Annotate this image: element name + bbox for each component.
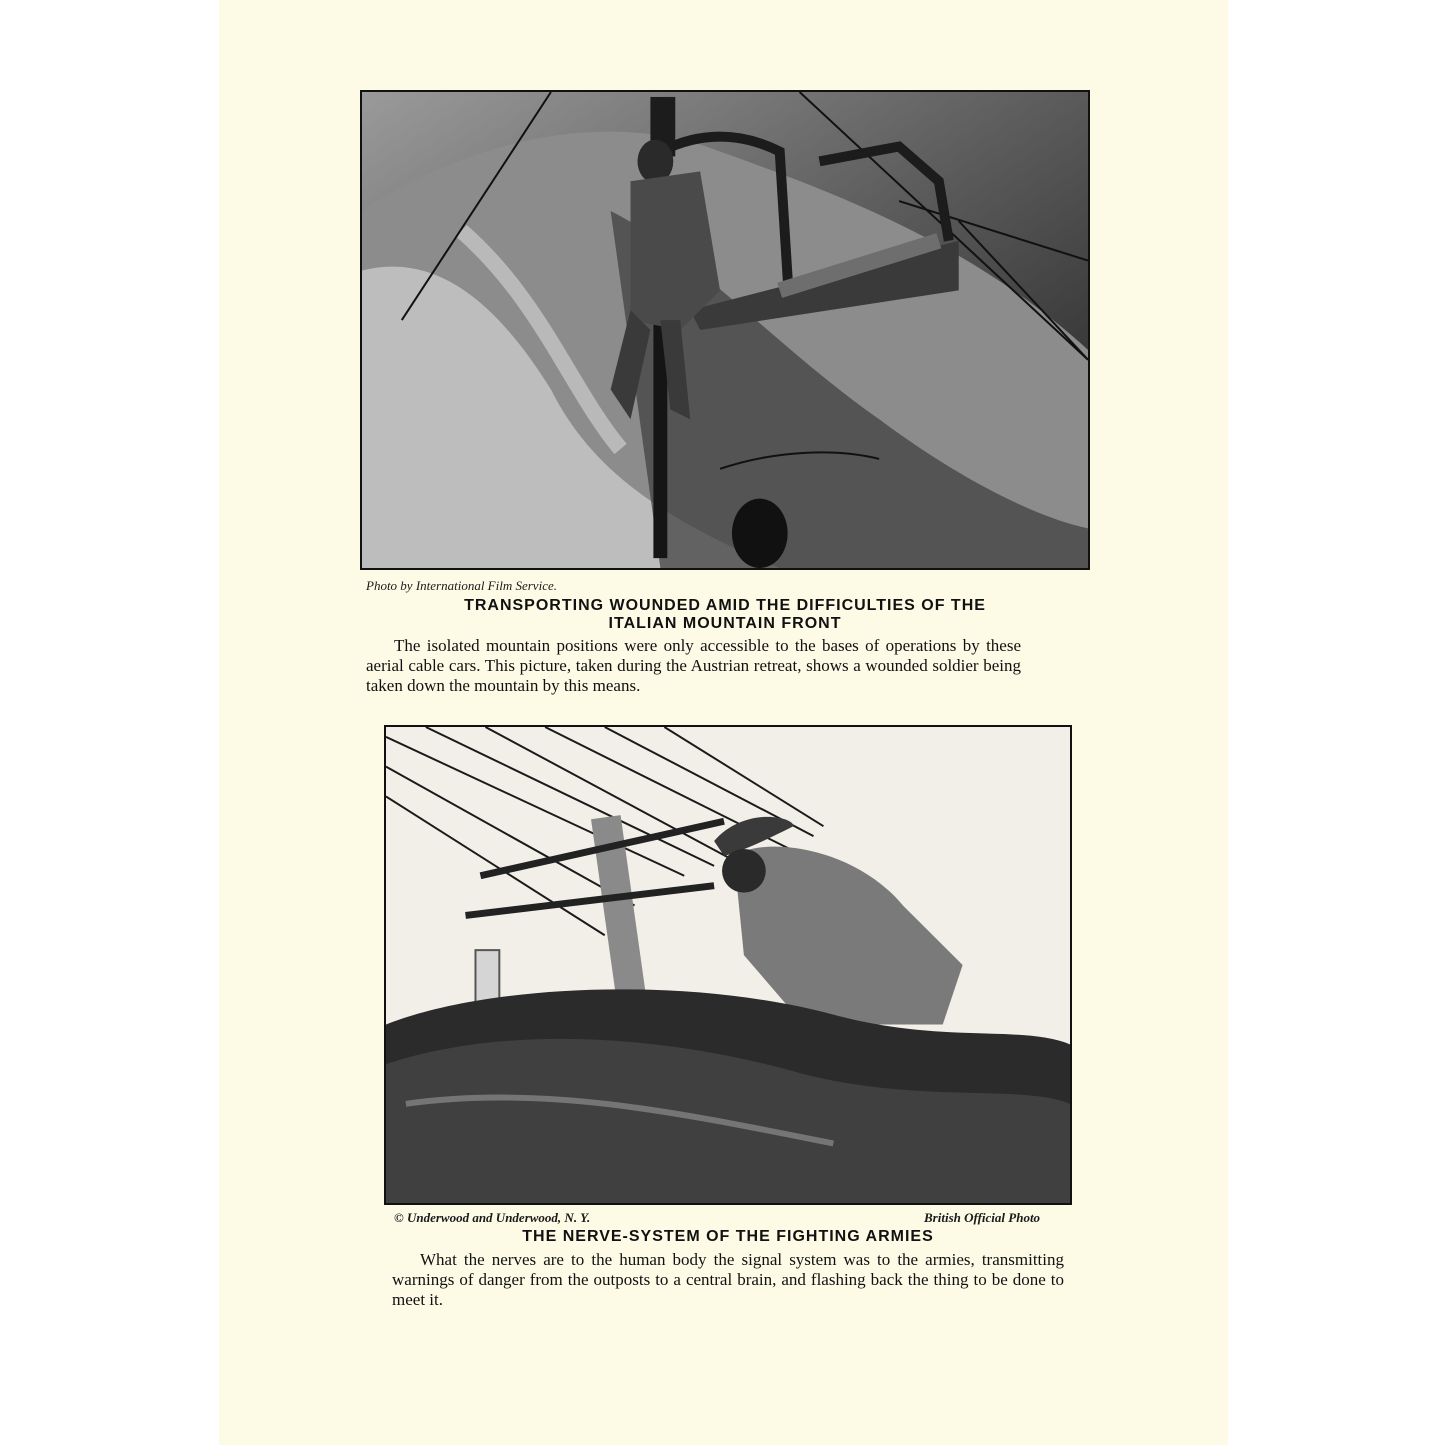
top-headline-line-2: ITALIAN MOUNTAIN FRONT — [608, 615, 842, 632]
top-headline — [340, 597, 1110, 633]
top-headline-line-1: TRANSPORTING WOUNDED AMID THE DIFFICULTIES OF THE — [464, 597, 986, 614]
bottom-headline: THE NERVE-SYSTEM OF THE FIGHTING ARMIES — [522, 1228, 934, 1245]
bottom-caption — [392, 1250, 1064, 1310]
top-photo-credit: Photo by International Film Service. — [366, 578, 557, 593]
bottom-photo-credit-left: © Underwood and Underwood, N. Y. — [394, 1210, 591, 1225]
cable-car-photo — [360, 90, 1090, 570]
top-caption — [366, 636, 1021, 696]
bottom-caption-text: What the nerves are to the human body the signal system was to the armies, transmitting warnings of danger from the outposts to a central brain, and flashing back the thing to be done to meet it. — [392, 1250, 1064, 1309]
signal-soldier-photo — [384, 725, 1072, 1205]
bottom-photo-credit-right: British Official Photo — [924, 1210, 1041, 1225]
top-caption-text: The isolated mountain positions were only accessible to the bases of operations by these aerial cable cars. This picture, taken during the Austrian retreat, shows a wounded soldier being taken down the mountain by this means. — [366, 636, 1021, 695]
